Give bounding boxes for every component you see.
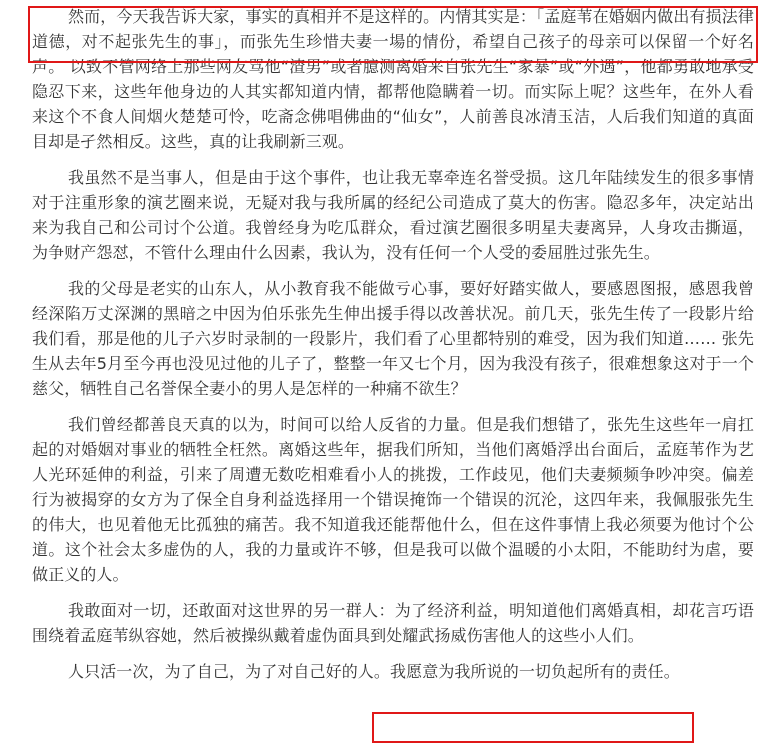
paragraph-1-highlighted-text: 然而，今天我告诉大家，事实的真相并不是这样的。内情其实是：「孟庭苇在婚姻内做出有损法律道德，对不起张先生的事」，而张先生珍惜夫妻一場的情份，希望自己孩子的母亲可以保留一 [32,7,754,51]
highlight-box-bottom [372,712,694,743]
paragraph-1 [32,4,754,154]
paragraph-4-text: 我们曾经都善良天真的以为，时间可以给人反省的力量。但是我们想错了，张先生这些年一肩扛起的对婚姻对事业的牺牲全枉然。离婚这些年，据我们所知，当他们离婚浮出台面后，孟庭苇作为艺人光环延伸的利益，引来了周遭无数吃相难看小人的挑拨，工作歧见，他们夫妻频频争吵冲突。偏差行为被揭穿的女方为了保全自身利益选择用一个错误掩饰一个错误的沉沦，这四年来，我佩服张先生的伟大，也见着他无比孤独的痛苦。我不知道我还能帮他什么，但在这件事情上我必须要为他讨个公道。这个社会太多虚伪的人，我的力量或许不够，但是我可以做个温暖的小太阳，不能助纣为虐，要做正义的人。 [32,415,754,584]
paragraph-2-text: 我虽然不是当事人，但是由于这个事件，也让我无辜牵连名誉受损。这几年陆续发生的很多事情对于注重形象的演艺圈来说，无疑对我与我所属的经纪公司造成了莫大的伤害。隐忍多年，决定站出来为我自己和公司讨个公道。我曾经身为吃瓜群众，看过演艺圈很多明星夫妻离异，人身攻击撕逼，为争财产怨怼，不管什么理由什么因素，我认为，没有任何一个人受的委屈胜过张先生。 [32,168,754,262]
paragraph-6-highlighted-text: 我愿意为我所说的一切负起所有的责任。 [390,662,680,681]
paragraph-4 [32,412,754,587]
paragraph-6-text: 人只活一次，为了自己，为了对自己好的人。 [68,662,391,681]
paragraph-6 [32,659,754,684]
paragraph-2 [32,165,754,265]
paragraph-3 [32,276,754,401]
paragraph-3-text: 我的父母是老实的山东人，从小教育我不能做亏心事，要好好踏实做人，要感恩图报，感恩我曾经深陷万丈深渊的黑暗之中因为伯乐张先生伸出援手得以改善状况。前几天，张先生传了一段影片给我们看，那是他的儿子六岁时录制的一段影片，我们看了心里都特别的难受，因为我们知道…… 张先生从去年5月至今再也没见过他的儿子了，整整一年又七个月，因为我没有孩子，很难想象这对于一个慈父，牺牲自己名誉保全妻小的男人是怎样的一种痛不欲生？ [32,279,754,398]
paragraph-5 [32,598,754,648]
paragraph-1-text: 个好名声。 以致不管网络上那些网友骂他“渣男”或者臆测离婚来自张先生“家暴”或“外遇”，他都勇敢地承受隐忍下来，这些年他身边的人其实都知道内情，都帮他隐瞒着一切。而实际上呢？这些年，在外人看来这个不食人间烟火楚楚可怜，吃斋念佛唱佛曲的“仙女”，人前善良冰清玉洁，人后我们知道的真面目却是孑然相反。这些，真的让我刷新三观。 [32,32,754,151]
article-body [32,4,754,684]
paragraph-5-text: 我敢面对一切，还敢面对这世界的另一群人：为了经济利益，明知道他们离婚真相，却花言巧语围绕着孟庭苇纵容她，然后被操纵戴着虚伪面具到处耀武扬威伤害他人的这些小人们。 [32,601,754,645]
